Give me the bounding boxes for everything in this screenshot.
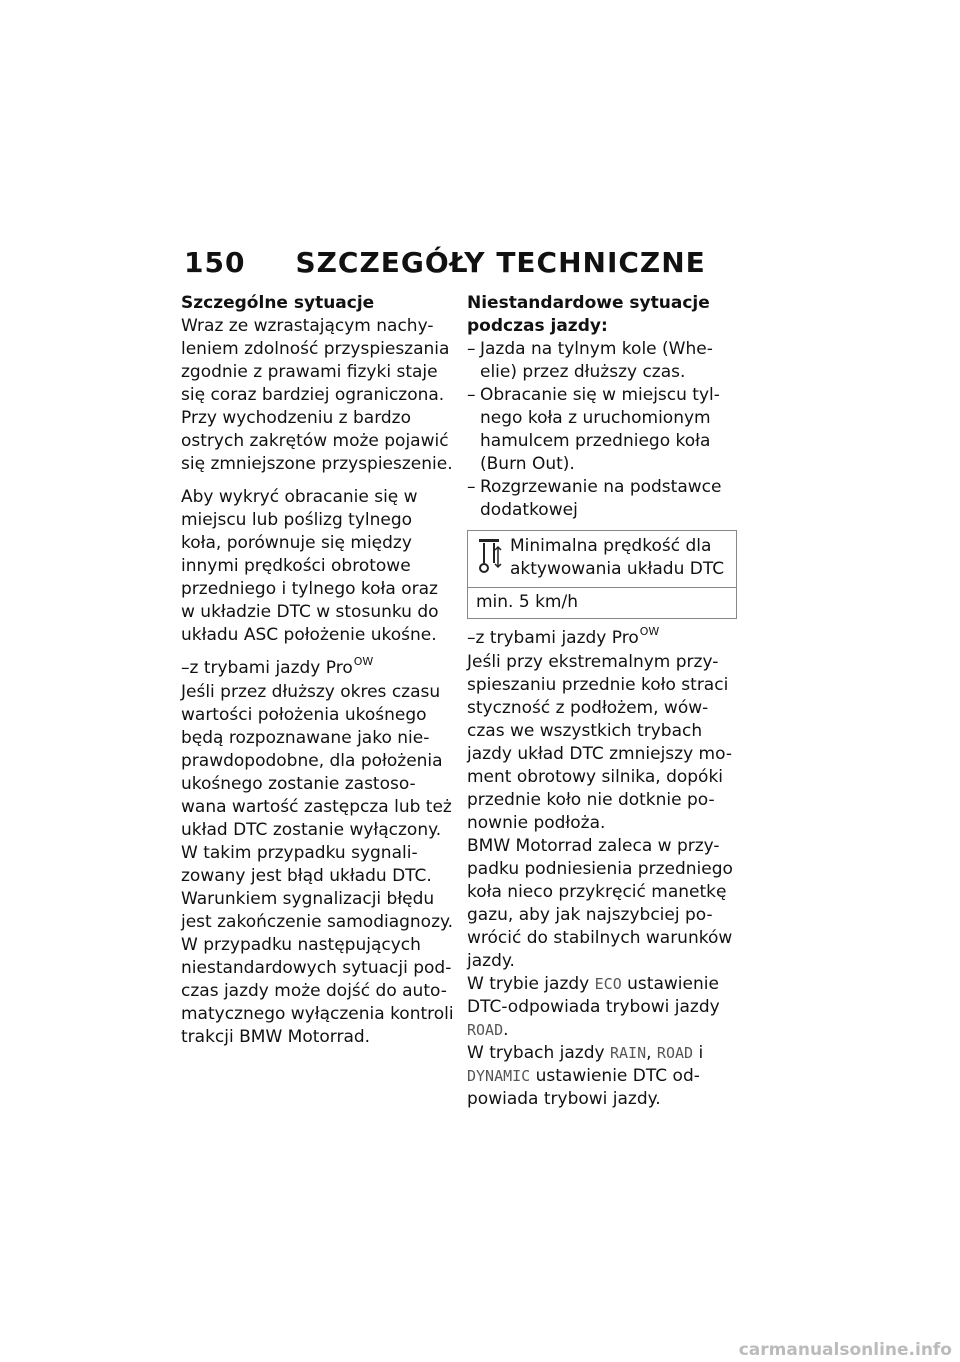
mode-note [467, 627, 742, 651]
mode-dynamic: DYNAMIC [467, 1067, 531, 1085]
text: ustawienie DTC-odpowiada trybowi jazdy [467, 974, 720, 1017]
text: ustawienie DTC od-powiada trybowi jazdy. [467, 1066, 700, 1109]
mode-superscript: OW [353, 655, 374, 668]
list-item: – Rozgrzewanie na podstawce dodatkowej [467, 476, 742, 522]
text: i [698, 1043, 704, 1063]
list-item: – Obracanie się w miejscu tyl-nego koła z uruchomionym hamulcem przedniego koła (Burn Out). [467, 384, 742, 476]
text: W trybie jazdy [467, 974, 590, 994]
situation-list [467, 338, 742, 522]
mode-label: –z trybami jazdy Pro [467, 628, 639, 648]
paragraph: BMW Motorrad zaleca w przy-padku podniesienia przedniego koła nieco przykręcić manetkę gazu, aby jak najszybciej po-wrócić do stabilnych warunków jazdy. [467, 836, 733, 971]
mode-road: ROAD [467, 1021, 504, 1039]
spec-box-header [468, 531, 736, 587]
text: , [646, 1043, 652, 1063]
page-number: 150 [184, 246, 246, 279]
speed-spec-icon [476, 537, 502, 575]
section-heading: Szczególne sytuacje [181, 293, 375, 313]
spec-value: min. 5 km/h [468, 587, 736, 618]
list-item: – Jazda na tylnym kole (Whe-elie) przez dłuższy czas. [467, 338, 742, 384]
mode-label: –z trybami jazdy Pro [181, 658, 353, 678]
right-column [467, 292, 742, 1111]
left-column [181, 292, 456, 1049]
text: W trybach jazdy [467, 1043, 605, 1063]
mode-note [181, 657, 456, 681]
watermark: carmanualsonline.info [738, 1340, 952, 1360]
page-header [184, 246, 706, 279]
spec-label: Minimalna prędkość dla aktywowania układu DTC [510, 536, 725, 579]
paragraph [467, 973, 742, 1042]
mode-road: ROAD [656, 1044, 694, 1062]
section-heading: Niestandardowe sytuacje podczas jazdy: [467, 293, 710, 336]
page-title: SZCZEGÓŁY TECHNICZNE [295, 246, 706, 279]
text: . [503, 1020, 509, 1040]
paragraph: Aby wykryć obracanie się w miejscu lub poślizg tylnego koła, porównuje się między innymi prędkości obrotowe przedniego i tylnego koła oraz w układzie DTC w stosunku do układu ASC położenie ukośne. [181, 487, 439, 645]
paragraph: Jeśli przez dłuższy okres czasu wartości położenia ukośnego będą rozpoznawane jako nie-prawdopodobne, dla położenia ukośnego zostanie zastoso-wana wartość zastępcza lub też układ DTC zostanie wyłączony. W takim przypadku sygnali-zowany jest błąd układu DTC. Warunkiem sygnalizacji błędu jest zakończenie samodiagnozy. [181, 682, 454, 932]
paragraph: W przypadku następujących niestandardowych sytuacji pod-czas jazdy może dojść do auto-matycznego wyłączenia kontroli trakcji BMW Motorrad. [181, 935, 454, 1047]
paragraph: Wraz ze wzrastającym nachy-leniem zdolność przyspieszania zgodnie z prawami fizyki staje się coraz bardziej ograniczona. Przy wychodzeniu z bardzo ostrych zakrętów może pojawić się zmniejszone przyspieszenie. [181, 316, 453, 474]
mode-eco: ECO [594, 975, 622, 993]
paragraph: Jeśli przy ekstremalnym przy-spieszaniu przednie koło straci styczność z podłożem, wów-czas we wszystkich trybach jazdy układ DTC zmniejszy mo-ment obrotowy silnika, dopóki przednie koło nie dotknie po-nownie podłoża. [467, 652, 732, 833]
spec-box [467, 530, 737, 619]
mode-rain: RAIN [609, 1044, 647, 1062]
mode-superscript: OW [639, 625, 660, 638]
paragraph [467, 1042, 742, 1111]
